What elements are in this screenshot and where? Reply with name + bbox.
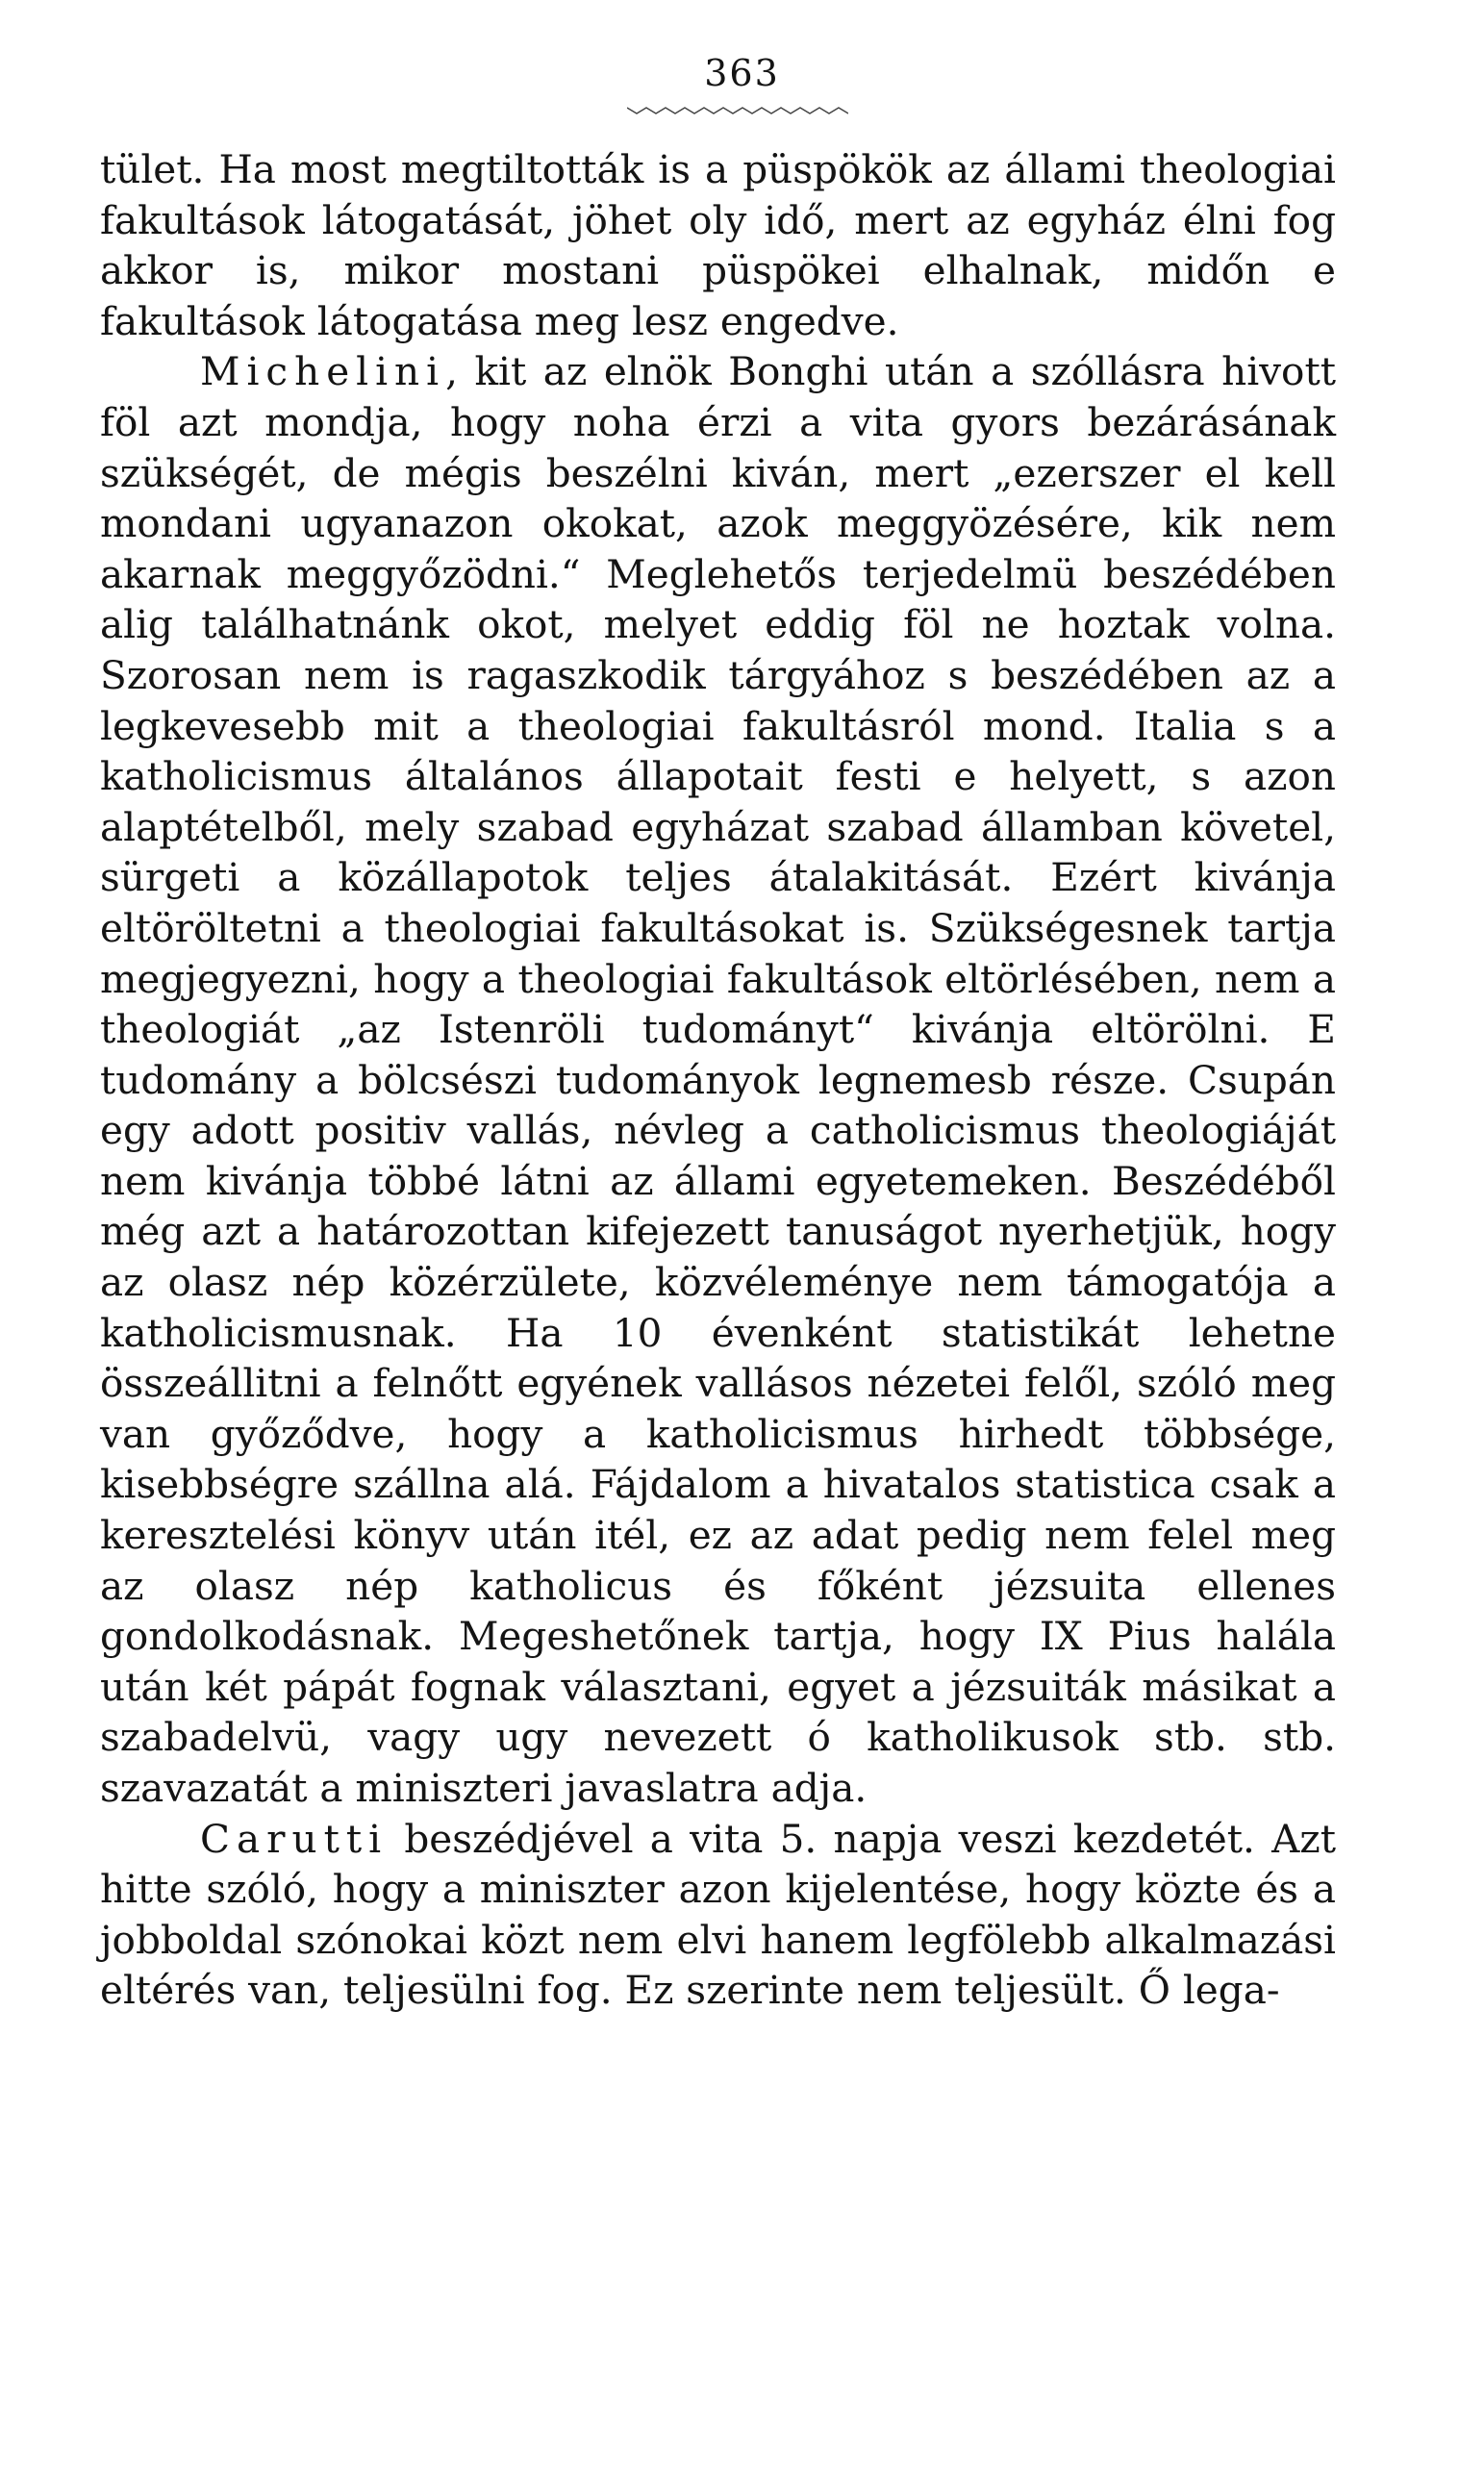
paragraph-2 xyxy=(100,346,1336,1813)
paragraph-3 xyxy=(100,1814,1336,2016)
speaker-name-carutti: Carutti xyxy=(200,1815,389,1862)
paragraph-3-text: beszédjével a vita 5. napja veszi kezdetét. Azt hitte szóló, hogy a miniszter azon kijelentése, hogy közte és a jobboldal szónokai közt nem elvi hanem legfölebb alkalmazási eltérés van, teljesülni fog. Ez szerinte nem teljesült. Ő lega- xyxy=(100,1815,1336,2014)
paragraph-2-text: , kit az elnök Bonghi után a szóllásra hivott föl azt mondja, hogy noha érzi a vita gyors bezárásának szükségét, de mégis beszélni kiván, mert „ezerszer el kell mondani ugyanazon okokat, azok meggyözésére, kik nem akarnak meggyőzödni.“ Meglehetős terjedelmü beszédében alig találhatnánk okot, melyet eddig föl ne hoztak volna. Szorosan nem is ragaszkodik tárgyához s beszédében az a legkevesebb mit a theologiai fakultásról mond. Italia s a katholicismus általános állapotait festi e helyett, s azon alaptételből, mely szabad egyházat szabad államban követel, sürgeti a közállapotok teljes átalakitását. Ezért kivánja eltöröltetni a theologiai fakultásokat is. Szükségesnek tartja megjegyezni, hogy a theologiai fakultások eltörlésében, nem a theologiát „az Istenröli tudományt“ kivánja eltörölni. E tudomány a bölcsészi tudományok legnemesb része. Csupán egy adott positiv vallás, névleg a catholicismus theologiáját nem kivánja többé látni az állami egyetemeken. Beszédéből még azt a határozottan kifejezett tanuságot nyerhetjük, hogy az olasz nép közérzülete, közvéleménye nem támogatója a katholicismusnak. Ha 10 évenként statistikát lehetne összeállitni a felnőtt egyének vallásos nézetei felől, szóló meg van győződve, hogy a katholicismus hirhedt többsége, kisebbségre szállna alá. Fájdalom a hivatalos statistica csak a keresztelési könyv után itél, ez az adat pedig nem felel meg az olasz nép katholicus és főként jézsuita ellenes gondolkodásnak. Megeshetőnek tartja, hogy IX Pius halála után két pápát fognak választani, egyet a jézsuiták másikat a szabadelvü, vagy ugy nevezett ó katholikusok stb. stb. szavazatát a miniszteri javaslatra adja. xyxy=(100,348,1336,1811)
speaker-name-michelini: Michelini xyxy=(200,348,446,395)
paragraph-1: tület. Ha most megtiltották is a püspökök az állami theologiai fakultások látogatását, jöhet oly idő, mert az egyház élni fog akkor is, mikor mostani püspökei elhalnak, midőn e fakultások látogatása meg lesz engedve. xyxy=(100,146,1336,344)
page-number: 363 xyxy=(704,52,780,94)
decorative-wavy-rule xyxy=(627,104,848,117)
body-text xyxy=(100,144,1336,2016)
